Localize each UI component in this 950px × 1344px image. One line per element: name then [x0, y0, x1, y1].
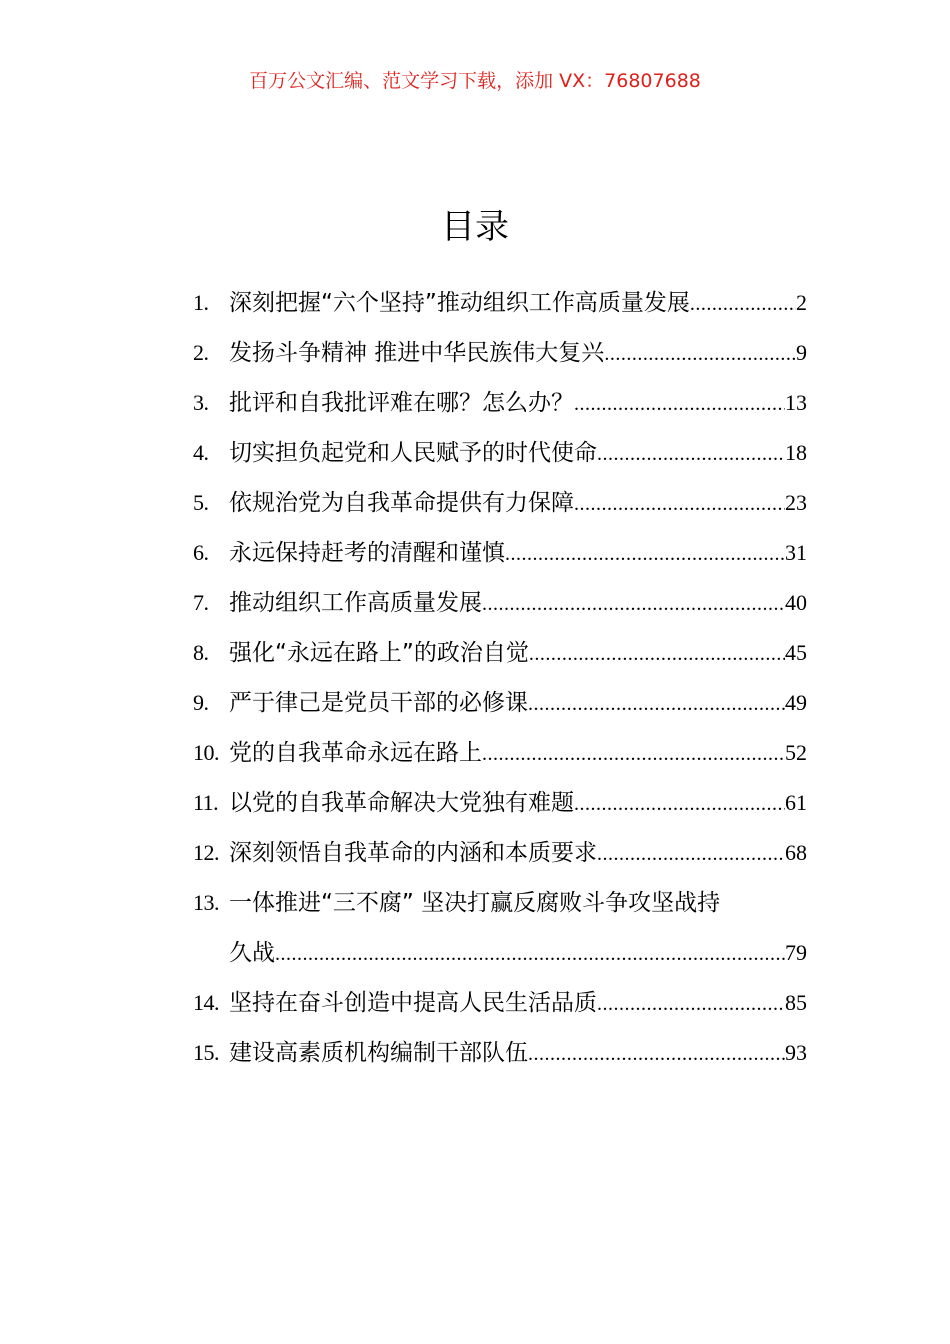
toc-entry[interactable]	[193, 728, 807, 778]
toc-page-number: 45	[785, 640, 807, 665]
toc-page-number: 61	[785, 790, 807, 815]
toc-number: 8.	[193, 640, 209, 665]
toc-number: 4.	[193, 440, 209, 465]
toc-dot-leader	[505, 529, 785, 579]
toc-dot-leader	[604, 329, 796, 379]
toc-title: 强化“永远在路上”的政治自觉	[229, 640, 529, 666]
toc-dot-leader	[597, 979, 785, 1029]
toc-number: 11.	[193, 790, 219, 815]
toc-title: 依规治党为自我革命提供有力保障	[229, 490, 574, 516]
toc-page-number: 31	[785, 540, 807, 565]
toc-page-number: 9	[796, 340, 807, 365]
toc-dot-leader	[529, 629, 785, 679]
toc-entry[interactable]	[193, 378, 807, 428]
toc-title-line2: 久战	[229, 940, 275, 966]
toc-number: 15.	[193, 1040, 219, 1065]
toc-page-number: 49	[785, 690, 807, 715]
toc-entry[interactable]	[193, 1028, 807, 1078]
page-title: 目录	[441, 206, 509, 247]
toc-page-number: 93	[785, 1040, 807, 1065]
toc-number: 14.	[193, 990, 219, 1015]
toc-entry[interactable]	[193, 628, 807, 678]
toc-dot-leader	[528, 679, 785, 729]
toc-title: 深刻领悟自我革命的内涵和本质要求	[229, 840, 597, 866]
toc-number: 6.	[193, 540, 209, 565]
toc-page-number: 85	[785, 990, 807, 1015]
toc-dot-leader	[482, 729, 785, 779]
toc-number: 12.	[193, 840, 219, 865]
toc-page-number: 13	[785, 390, 807, 415]
toc-number: 2.	[193, 340, 209, 365]
toc-dot-leader	[482, 579, 785, 629]
toc-entry[interactable]	[193, 778, 807, 828]
toc-title: 以党的自我革命解决大党独有难题	[229, 790, 574, 816]
toc-number: 3.	[193, 390, 209, 415]
toc-page-number: 52	[785, 740, 807, 765]
toc-title: 坚持在奋斗创造中提高人民生活品质	[229, 990, 597, 1016]
toc-dot-leader	[597, 429, 785, 479]
toc-title: 严于律己是党员干部的必修课	[229, 690, 528, 716]
toc-title-line1: 一体推进“三不腐” 坚决打赢反腐败斗争攻坚战持	[229, 890, 721, 916]
toc-title: 发扬斗争精神 推进中华民族伟大复兴	[229, 340, 605, 366]
toc-page-number: 23	[785, 490, 807, 515]
toc-title: 批评和自我批评难在哪？怎么办？	[229, 390, 574, 416]
toc-page-number: 79	[785, 940, 807, 965]
toc-entry[interactable]	[193, 828, 807, 878]
toc-dot-leader	[574, 779, 785, 829]
toc-entry[interactable]	[193, 878, 807, 978]
toc-number: 13.	[193, 890, 219, 915]
toc-title: 切实担负起党和人民赋予的时代使命	[229, 440, 597, 466]
toc-dot-leader	[528, 1029, 785, 1079]
toc-number: 7.	[193, 590, 209, 615]
toc-page-number: 68	[785, 840, 807, 865]
toc-title: 深刻把握“六个坚持”推动组织工作高质量发展	[229, 290, 690, 316]
toc-dot-leader	[574, 379, 785, 429]
toc-entry[interactable]	[193, 578, 807, 628]
toc-title: 推动组织工作高质量发展	[229, 590, 482, 616]
toc-entry[interactable]	[193, 478, 807, 528]
toc-title: 永远保持赶考的清醒和谨慎	[229, 540, 505, 566]
toc-page-number: 2	[796, 290, 807, 315]
toc-entry[interactable]	[193, 678, 807, 728]
toc-dot-leader	[275, 929, 785, 979]
table-of-contents	[193, 278, 807, 1078]
toc-entry[interactable]	[193, 528, 807, 578]
toc-title: 党的自我革命永远在路上	[229, 740, 482, 766]
toc-number: 1.	[193, 290, 209, 315]
toc-number: 10.	[193, 740, 219, 765]
toc-entry[interactable]	[193, 428, 807, 478]
toc-entry[interactable]	[193, 978, 807, 1028]
toc-number: 9.	[193, 690, 209, 715]
toc-entry[interactable]	[193, 328, 807, 378]
toc-number: 5.	[193, 490, 209, 515]
toc-entry[interactable]	[193, 278, 807, 328]
toc-page-number: 18	[785, 440, 807, 465]
toc-dot-leader	[597, 829, 785, 879]
header-watermark-note: 百万公文汇编、范文学习下载，添加 VX：76807688	[249, 70, 701, 92]
toc-page-number: 40	[785, 590, 807, 615]
toc-dot-leader	[574, 479, 785, 529]
toc-title: 建设高素质机构编制干部队伍	[229, 1040, 528, 1066]
toc-dot-leader	[690, 279, 796, 329]
